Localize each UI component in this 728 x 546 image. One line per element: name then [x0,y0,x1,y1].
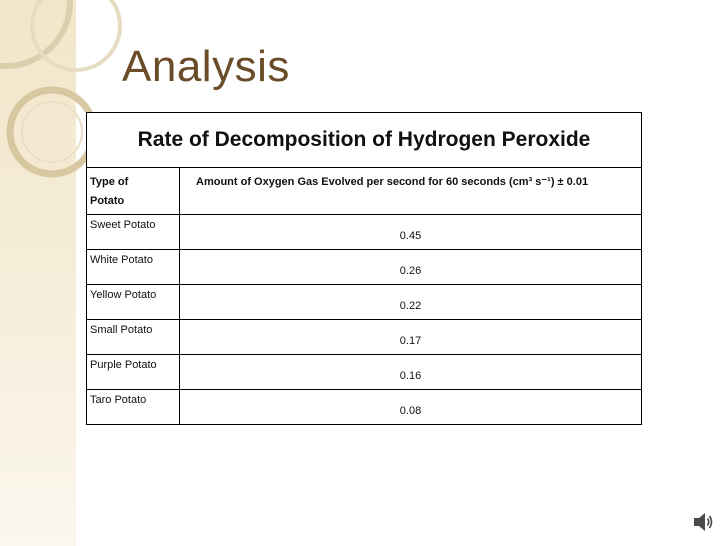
rate-value: 0.08 [399,405,422,417]
potato-type-cell [87,320,180,355]
table-caption: Rate of Decomposition of Hydrogen Peroxide [87,113,641,168]
table-row [87,390,641,425]
rate-value: 0.45 [399,230,422,242]
potato-type-cell [87,215,180,250]
header-amount-cell [180,168,642,215]
table-row [87,355,641,390]
potato-type-label: Sweet Potato [90,219,156,231]
rate-cell [180,250,642,285]
decorative-side-band [0,0,76,546]
table-row [87,285,641,320]
potato-type-cell [87,285,180,320]
rate-value: 0.22 [399,300,422,312]
rate-cell [180,215,642,250]
potato-type-label: Small Potato [90,324,153,336]
rate-value: 0.16 [399,370,422,382]
potato-type-label: Yellow Potato [90,289,157,301]
header-amount-label: Amount of Oxygen Gas Evolved per second for 60 seconds (cm³ s⁻¹) ± 0.01 [196,176,589,188]
header-type-line1: Type of [90,176,129,188]
potato-type-cell [87,355,180,390]
potato-type-cell [87,390,180,425]
results-table [86,112,642,425]
rate-cell [180,285,642,320]
potato-type-cell [87,250,180,285]
speaker-icon[interactable] [692,510,714,534]
rate-cell [180,355,642,390]
page-title: Analysis [122,42,290,91]
rate-cell [180,390,642,425]
data-table [87,168,641,424]
table-header-row [87,168,641,215]
table-row [87,320,641,355]
table-row [87,250,641,285]
table-row [87,215,641,250]
rate-value: 0.17 [399,335,422,347]
potato-type-label: White Potato [90,254,153,266]
rate-value: 0.26 [399,265,422,277]
rate-cell [180,320,642,355]
header-type-cell [87,168,180,215]
potato-type-label: Purple Potato [90,359,157,371]
potato-type-label: Taro Potato [90,394,147,406]
header-type-line2: Potato [90,195,125,207]
